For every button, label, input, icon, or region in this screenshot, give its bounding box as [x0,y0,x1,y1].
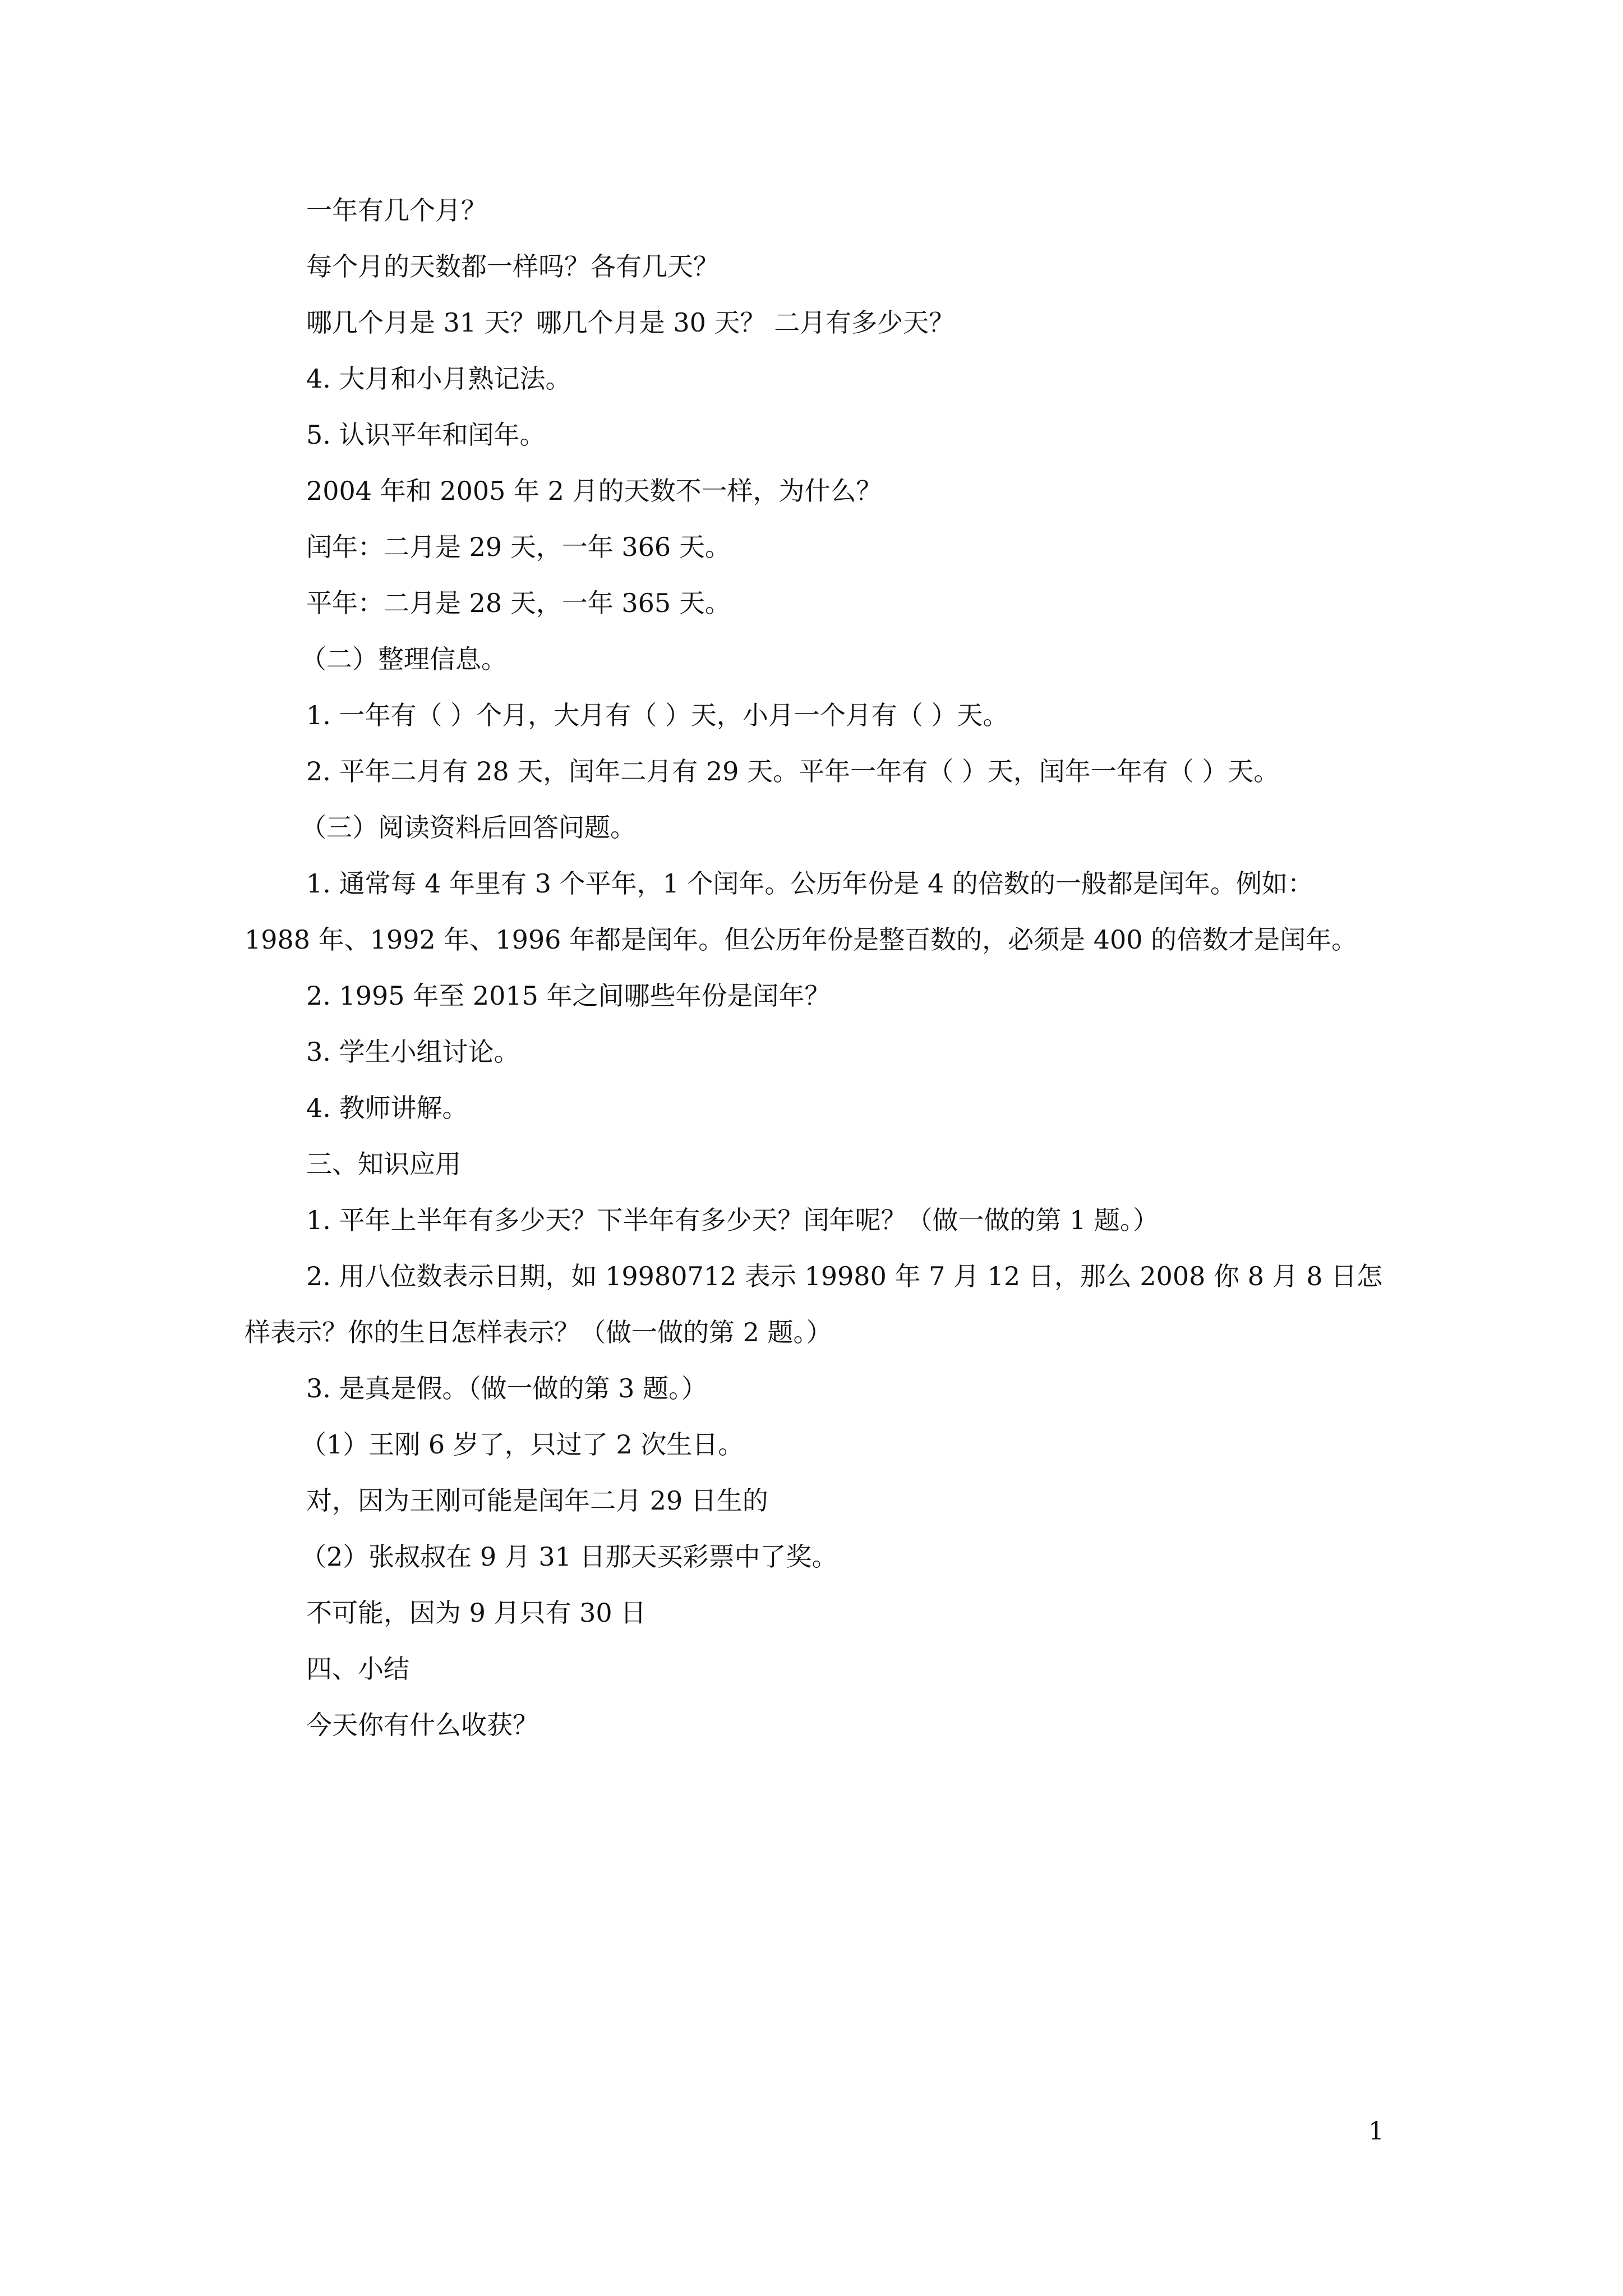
text-line: 今天你有什么收获？ [306,1710,538,1740]
section-heading: 三、知识应用 [306,1149,461,1179]
text-line: 3. 学生小组讨论。 [306,1037,520,1067]
text-line: 2. 用八位数表示日期，如 19980712 表示 19980 年 7 月 12 日，那么 2008 你 8 月 8 日怎 [306,1261,1383,1291]
text-line: 1. 平年上半年有多少天？下半年有多少天？闰年呢？（做一做的第 1 题。） [306,1205,1159,1235]
document-body [245,182,1422,1753]
text-line: （2）张叔叔在 9 月 31 日那天买彩票中了奖。 [301,1542,838,1572]
text-line: 4. 大月和小月熟记法。 [306,364,571,394]
text-line: 每个月的天数都一样吗？各有几天？ [306,251,719,282]
text-line: 2004 年和 2005 年 2 月的天数不一样，为什么？ [306,476,882,506]
section-heading: （三）阅读资料后回答问题。 [301,812,636,843]
text-line: 对，因为王刚可能是闰年二月 29 日生的 [306,1485,768,1516]
text-line: 不可能，因为 9 月只有 30 日 [306,1598,647,1628]
text-line: 2. 1995 年至 2015 年之间哪些年份是闰年？ [306,981,831,1011]
section-heading: 四、小结 [306,1654,409,1684]
text-line: 4. 教师讲解。 [306,1093,468,1123]
text-line: 1988 年、1992 年、1996 年都是闰年。但公历年份是整百数的，必须是 400 的倍数才是闰年。 [245,924,1358,955]
text-line: 1. 通常每 4 年里有 3 个平年，1 个闰年。公历年份是 4 的倍数的一般都是闰年。例如： [306,868,1313,899]
section-heading: （二）整理信息。 [301,644,507,674]
text-line: 一年有几个月？ [306,195,487,226]
text-line: 平年：二月是 28 天，一年 365 天。 [306,588,731,618]
text-line: 哪几个月是 31 天？哪几个月是 30 天？ 二月有多少天？ [306,307,955,338]
text-line: （1）王刚 6 岁了，只过了 2 次生日。 [301,1429,744,1460]
text-line: 2. 平年二月有 28 天，闰年二月有 29 天。平年一年有（ ）天，闰年一年有（ ）天。 [306,756,1280,786]
text-line: 样表示？你的生日怎样表示？（做一做的第 2 题。） [245,1317,832,1347]
page-number: 1 [1368,2117,1384,2146]
text-line: 3. 是真是假。（做一做的第 3 题。） [306,1373,708,1404]
text-line: 1. 一年有（ ）个月，大月有（ ）天，小月一个月有（ ）天。 [306,700,1009,730]
text-line: 闰年：二月是 29 天，一年 366 天。 [306,532,731,562]
text-line: 5. 认识平年和闰年。 [306,420,546,450]
